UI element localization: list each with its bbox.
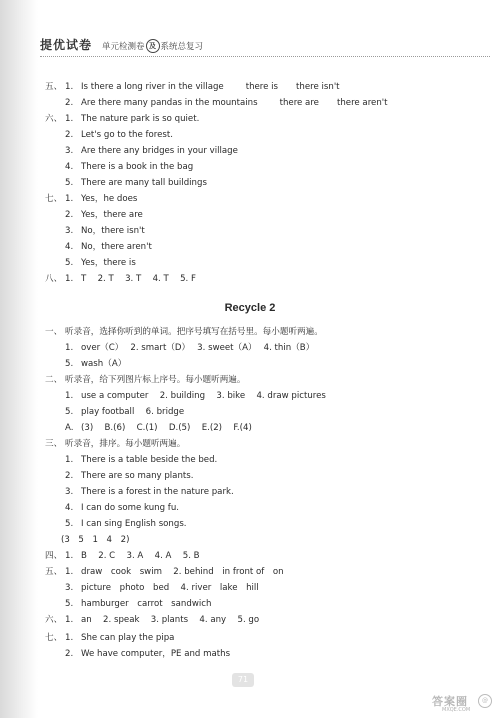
recycle-title: Recycle 2 bbox=[224, 302, 276, 314]
answer-line: 5. Yes，there is bbox=[65, 258, 136, 268]
watermark-text: 答案圈 bbox=[432, 695, 468, 708]
answer-line: 五、 1. draw cook swim 2. behind in front of on bbox=[45, 567, 284, 577]
answer-line: 4. No，there aren't bbox=[65, 242, 152, 252]
answer-line: 4. There is a book in the bag bbox=[65, 162, 194, 172]
watermark-url: MXQE.COM bbox=[442, 707, 471, 713]
answer-line: 5. play football 6. bridge bbox=[65, 407, 185, 417]
answer-line: 3. Are there any bridges in your village bbox=[65, 146, 238, 156]
watermark-at-icon: @ bbox=[478, 694, 492, 708]
answer-line: 四、 1. B 2. C 3. A 4. A 5. B bbox=[45, 551, 200, 561]
answer-line: 七、 1. She can play the pipa bbox=[45, 633, 175, 643]
answer-line: 1. use a computer 2. building 3. bike 4. draw pictures bbox=[65, 391, 326, 401]
answer-line: 八、 1. T 2. T 3. T 4. T 5. F bbox=[45, 274, 196, 284]
answer-line: 2. There are so many plants. bbox=[65, 471, 194, 481]
answer-line: 六、 1. an 2. speak 3. plants 4. any 5. go bbox=[45, 615, 260, 625]
series-part-b: 系统总复习 bbox=[160, 42, 204, 52]
answer-line: 一、 听录音，选择你听到的单词。把序号填写在括号里。每小题听两遍。 bbox=[45, 327, 323, 337]
answer-line: A. (3) B.(6) C.(1) D.(5) E.(2) F.(4) bbox=[65, 423, 252, 433]
page-number: 71 bbox=[232, 673, 254, 687]
answer-line: (3 5 1 4 2) bbox=[61, 535, 130, 545]
answer-line: 2. Are there many pandas in the mountains there are there aren't bbox=[65, 98, 388, 108]
answer-line: 1. There is a table beside the bed. bbox=[65, 455, 218, 465]
answer-line: 2. We have computer，PE and maths bbox=[65, 649, 231, 659]
series-part-a: 单元检测卷 bbox=[102, 42, 145, 52]
answer-line: 2. Let's go to the forest. bbox=[65, 130, 173, 140]
brand-title: 提优试卷 bbox=[40, 38, 93, 52]
answer-line: 3. picture photo bed 4. river lake hill bbox=[65, 583, 259, 593]
series-title bbox=[102, 39, 203, 53]
answer-line: 5. hamburger carrot sandwich bbox=[65, 599, 212, 609]
binding-shadow bbox=[0, 0, 38, 718]
answer-line: 五、 1. Is there a long river in the village there is there isn't bbox=[45, 82, 340, 92]
answer-line: 3. There is a forest in the nature park. bbox=[65, 487, 234, 497]
watermark bbox=[432, 693, 492, 715]
answer-line: 三、 听录音，排序。每小题听两遍。 bbox=[45, 439, 186, 449]
page-header bbox=[40, 33, 480, 53]
answer-line: 3. No，there isn't bbox=[65, 226, 145, 236]
answer-line: 二、 听录音，给下列图片标上序号。每小题听两遍。 bbox=[45, 375, 246, 385]
answer-line: 5. I can sing English songs. bbox=[65, 519, 187, 529]
answer-line: 5. wash（A） bbox=[65, 359, 127, 369]
header-divider bbox=[40, 56, 490, 57]
ji-badge-icon: 及 bbox=[146, 39, 160, 53]
answer-line: 六、 1. The nature park is so quiet. bbox=[45, 114, 200, 124]
answer-line: 4. I can do some kung fu. bbox=[65, 503, 180, 513]
answer-line: 七、 1. Yes，he does bbox=[45, 194, 138, 204]
answer-line: 5. There are many tall buildings bbox=[65, 178, 207, 188]
answer-line: 2. Yes，there are bbox=[65, 210, 143, 220]
answer-line: 1. over（C） 2. smart（D） 3. sweet（A） 4. thin（B） bbox=[65, 343, 315, 353]
